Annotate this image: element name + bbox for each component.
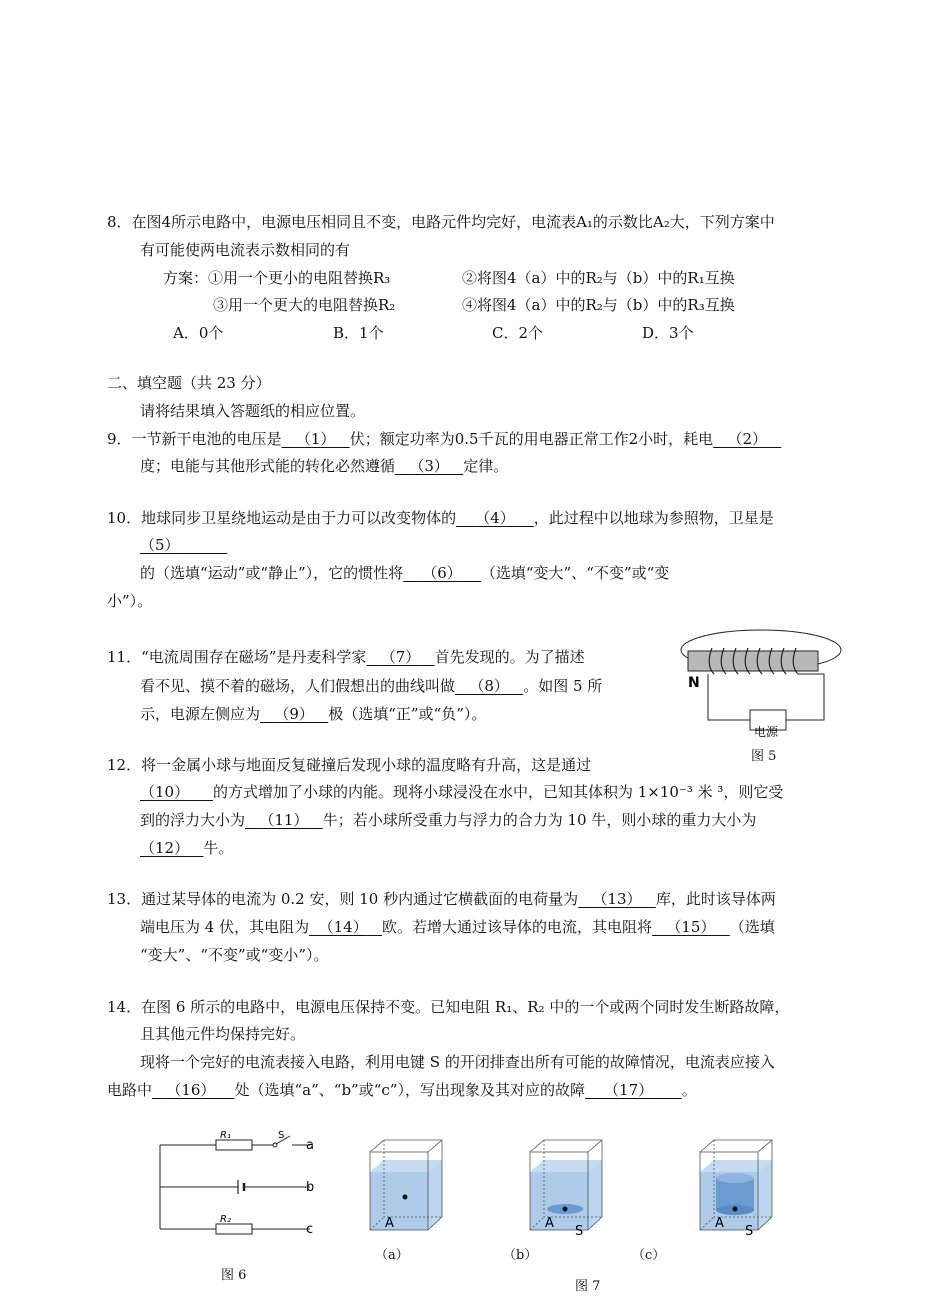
q13-line3: “变大”、“不变”或“变小”）。 [140, 946, 329, 964]
point-s-label: S [575, 1224, 584, 1239]
ball [403, 1195, 408, 1200]
q11-text-a: 11．“电流周围存在磁场”是丹麦科学家 [107, 648, 367, 666]
q14-line2: 且其他元件均保持完好。 [140, 1025, 306, 1043]
q8-line1: 8．在图4所示电路中，电源电压相同且不变，电路元件均完好，电流表A₁的示数比A₂大，下列方案中 [107, 213, 775, 231]
point-a-label: A [385, 1216, 394, 1231]
resistor-r2 [216, 1224, 252, 1234]
q10-text-c: ，此过程中以地球为参照物，卫星是 [533, 509, 774, 527]
blank-13: （13） [592, 890, 642, 908]
q12-line1: 12．将一金属小球与地面反复碰撞后发现小球的温度略有升高，这是通过 [107, 756, 592, 774]
q8-line2: 有可能使两电流表示数相同的有 [140, 241, 351, 259]
q13-text-c: 库，此时该导体两 [655, 890, 776, 908]
r2-label: R₂ [220, 1214, 231, 1225]
q11-line3 [140, 704, 486, 724]
q12-line3 [140, 810, 756, 830]
q13-text-f: （选填 [729, 918, 775, 936]
q13-text-d: 端电压为 4 伏，其电阻为 [140, 918, 310, 936]
q9-text-d: 度；电能与其他形式能的转化必然遵循 [140, 457, 396, 475]
q9-line2 [140, 456, 508, 476]
q12-text-d: 到的浮力大小为 [140, 811, 246, 829]
q9-line1 [107, 429, 781, 449]
q10-line2 [140, 535, 227, 555]
figure-5-solenoid [674, 624, 854, 764]
q10-line1 [107, 508, 774, 528]
q14-line3: 现将一个完好的电流表接入电路，利用电键 S 的开闭排查出所有可能的故障情况，电流表应接入 [140, 1053, 775, 1071]
blank-7: （7） [380, 648, 421, 666]
switch-label: S [278, 1130, 285, 1141]
wire-right [786, 674, 824, 720]
iron-core [688, 651, 818, 671]
q10-line3 [140, 563, 669, 583]
q12-text-c: 的方式增加了小球的内能。现将小球浸没在水中，已知其体积为 1×10⁻³ 米 ³，则它受 [212, 783, 784, 801]
q8-plan2: ②将图4（a）中的R₂与（b）中的R₁互换 [462, 269, 735, 287]
q8-plan1: 方案：①用一个更小的电阻替换R₃ [163, 269, 391, 287]
figure-5-caption: 图 5 [751, 749, 777, 764]
q11-text-e: 。如图 5 所 [523, 677, 603, 695]
ball [563, 1207, 568, 1212]
blank-12: （12） [140, 839, 190, 857]
point-s-label: S [745, 1224, 754, 1239]
q12-line4 [140, 838, 233, 858]
figure-7c-caption: （c） [632, 1248, 666, 1263]
q14-text-d: 电路中 [107, 1081, 153, 1099]
cylinder-top [716, 1173, 754, 1183]
figure-7b-caption: （b） [503, 1248, 538, 1263]
q8-option-a: A．0个 [173, 324, 224, 342]
q11-line2 [140, 676, 602, 696]
q14-line4 [107, 1080, 697, 1100]
q12-line2 [140, 782, 783, 802]
q13-text-e: 欧。若增大通过该导体的电流，其电阻将 [382, 918, 653, 936]
q12-text-f: 牛。 [203, 839, 234, 857]
blank-4: （4） [475, 509, 515, 527]
section2-instruction: 请将结果填入答题纸的相应位置。 [140, 402, 366, 420]
figure-6-circuit [150, 1125, 340, 1245]
q14-text-e: 处（选填“a”、“b”或“c”），写出现象及其对应的故障 [234, 1081, 585, 1099]
q8-option-b: B．1个 [333, 324, 384, 342]
blank-17: （17） [604, 1081, 654, 1099]
figure-7c-container [695, 1135, 785, 1240]
q14-line1: 14．在图 6 所示的电路中，电源电压保持不变。已知电阻 R₁、R₂ 中的一个或两个同时发生断路故障， [107, 998, 790, 1016]
blank-15: （15） [666, 918, 716, 936]
q10-text-a: 10．地球同步卫星绕地运动是由于力可以改变物体的 [107, 509, 457, 527]
blank-5: （5） [140, 536, 180, 554]
q11-line1 [107, 647, 585, 667]
figure-7a-container [365, 1135, 445, 1235]
water [370, 1172, 428, 1230]
point-a-label: A [545, 1216, 554, 1231]
blank-14: （14） [318, 918, 368, 936]
q14-text-f: 。 [681, 1081, 697, 1099]
q11-text-f: 示，电源左侧应为 [140, 705, 261, 723]
q13-text-a: 13．通过某导体的电流为 0.2 安，则 10 秒内通过它横截面的电荷量为 [107, 890, 579, 908]
wire-left [708, 674, 750, 720]
blank-3: （3） [409, 457, 449, 475]
blank-2: （2） [727, 430, 767, 448]
point-a-label: A [715, 1216, 724, 1231]
q11-text-d: 看不见、摸不着的磁场，人们假想出的曲线叫做 [140, 677, 456, 695]
blank-10: （10） [140, 783, 190, 801]
q10-text-d: 的（选填“运动”或“静止”），它的惯性将 [140, 564, 404, 582]
q9-text-a: 9．一节新干电池的电压是 [107, 430, 282, 448]
figure-7b-container [525, 1135, 615, 1240]
q9-text-c: 伏；额定功率为0.5千瓦的用电器正常工作2小时，耗电 [349, 430, 714, 448]
q11-text-g: 极（选填“正”或“负”）。 [328, 705, 487, 723]
q12-text-e: 牛；若小球所受重力与浮力的合力为 10 牛，则小球的重力大小为 [322, 811, 757, 829]
q8-plan3: ③用一个更大的电阻替换R₂ [213, 296, 396, 314]
blank-11: （11） [259, 811, 309, 829]
terminal-a-label: a [306, 1138, 314, 1153]
figure-7a-caption: （a） [375, 1248, 409, 1263]
power-source-label: 电源 [754, 725, 779, 739]
q13-line2 [140, 917, 775, 937]
figure-7-caption: 图 7 [575, 1279, 601, 1294]
blank-9: （9） [274, 705, 314, 723]
resistor-r1 [216, 1140, 252, 1150]
q13-line1 [107, 889, 776, 909]
section2-title: 二、填空题（共 23 分） [107, 374, 271, 392]
q11-text-c: 首先发现的。为了描述 [434, 648, 585, 666]
terminal-c-label: c [306, 1222, 314, 1237]
terminal-b-label: b [306, 1180, 315, 1195]
n-pole-label: N [688, 675, 700, 691]
q8-option-d: D．3个 [642, 324, 694, 342]
q10-text-e: （选填“变大”、“不变”或“变 [480, 564, 670, 582]
ball [733, 1207, 738, 1212]
figure-6-caption: 图 6 [221, 1268, 247, 1283]
blank-6: （6） [422, 564, 462, 582]
blank-1: （1） [295, 430, 336, 448]
blank-16: （16） [166, 1081, 216, 1099]
r1-label: R₁ [220, 1130, 231, 1141]
q8-option-c: C．2个 [492, 324, 544, 342]
q9-text-e: 定律。 [463, 457, 509, 475]
water [530, 1172, 588, 1230]
q8-plan4: ④将图4（a）中的R₂与（b）中的R₃互换 [462, 296, 735, 314]
blank-8: （8） [469, 677, 509, 695]
q10-line4: 小”）。 [107, 592, 153, 610]
